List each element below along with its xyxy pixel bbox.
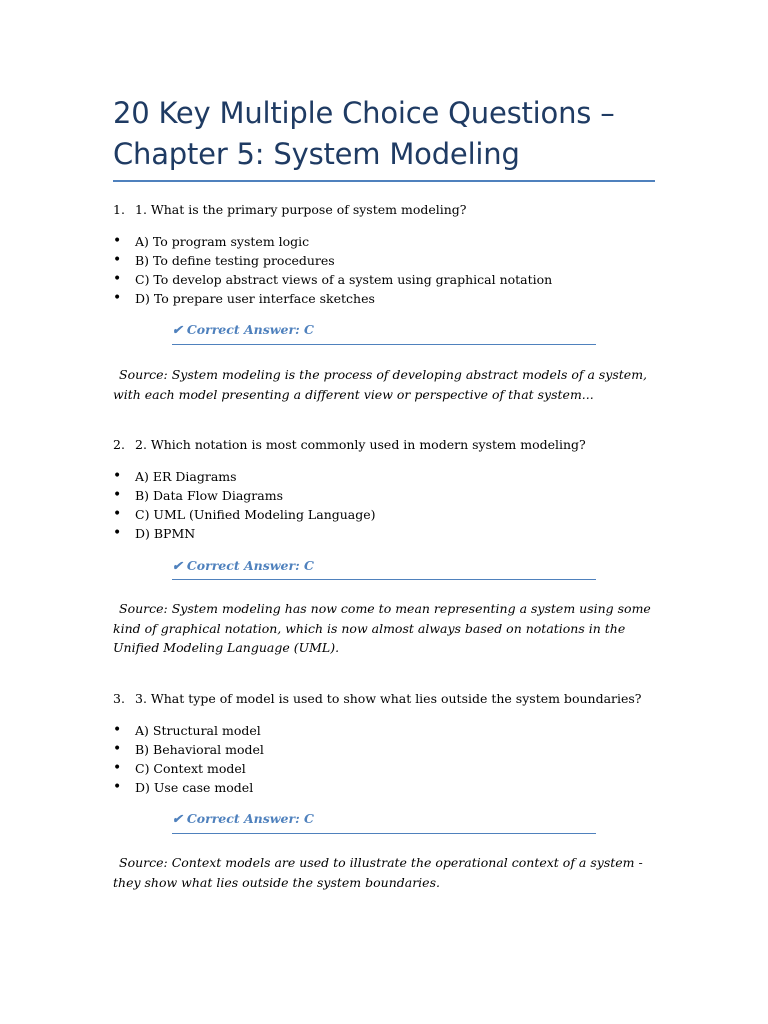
option-text: C) Context model	[135, 761, 246, 776]
bullet-icon: •	[113, 722, 122, 738]
bullet-icon: •	[113, 271, 122, 287]
option-text: D) BPMN	[135, 526, 196, 541]
option-text: D) Use case model	[135, 780, 254, 795]
answer-underline	[172, 579, 596, 580]
question-1	[113, 200, 673, 219]
option-item	[113, 740, 673, 759]
question-text: 3. What type of model is used to show what lies outside the system boundaries?	[135, 691, 642, 706]
bullet-icon: •	[113, 779, 122, 795]
option-text: A) ER Diagrams	[135, 469, 237, 484]
option-text: B) Behavioral model	[135, 742, 264, 757]
option-text: C) To develop abstract views of a system using graphical notation	[135, 272, 553, 287]
bullet-icon: •	[113, 760, 122, 776]
question-list-number: 2.	[113, 437, 125, 452]
correct-answer-2: ✔ Correct Answer: C	[172, 558, 315, 573]
source-note-2: Source: System modeling has now come to mean representing a system using some kind of graphical notation, which is now almost always based on notations in the Unified Modeling Language (UML).	[113, 601, 651, 655]
option-text: B) To define testing procedures	[135, 253, 335, 268]
option-item	[113, 232, 673, 251]
option-item	[113, 759, 673, 778]
bullet-icon: •	[113, 252, 122, 268]
bullet-icon: •	[113, 525, 122, 541]
source-note-3: Source: Context models are used to illustrate the operational context of a system - they show what lies outside the system boundaries.	[113, 855, 643, 890]
options-list-1	[113, 232, 673, 308]
answer-underline	[172, 344, 596, 345]
answer-underline	[172, 833, 596, 834]
option-item	[113, 467, 673, 486]
option-item	[113, 289, 673, 308]
option-text: C) UML (Unified Modeling Language)	[135, 507, 376, 522]
question-text: 2. Which notation is most commonly used in modern system modeling?	[135, 437, 586, 452]
title-underline	[113, 180, 655, 182]
bullet-icon: •	[113, 487, 122, 503]
option-item	[113, 270, 673, 289]
options-list-3	[113, 721, 673, 797]
bullet-icon: •	[113, 468, 122, 484]
options-list-2	[113, 467, 673, 543]
option-text: D) To prepare user interface sketches	[135, 291, 375, 306]
option-item	[113, 721, 673, 740]
bullet-icon: •	[113, 506, 122, 522]
option-text: A) To program system logic	[135, 234, 310, 249]
option-item	[113, 524, 673, 543]
bullet-icon: •	[113, 290, 122, 306]
bullet-icon: •	[113, 233, 122, 249]
option-item	[113, 251, 673, 270]
option-text: B) Data Flow Diagrams	[135, 488, 283, 503]
option-item	[113, 505, 673, 524]
question-2	[113, 435, 673, 454]
option-item	[113, 486, 673, 505]
bullet-icon: •	[113, 741, 122, 757]
correct-answer-3: ✔ Correct Answer: C	[172, 811, 315, 826]
source-note-1: Source: System modeling is the process of developing abstract models of a system, with each model presenting a different view or perspective of that system...	[113, 367, 648, 402]
question-list-number: 1.	[113, 202, 125, 217]
correct-answer-1: ✔ Correct Answer: C	[172, 322, 315, 337]
question-list-number: 3.	[113, 691, 125, 706]
document-title: 20 Key Multiple Choice Questions – Chapter 5: System Modeling	[113, 96, 615, 171]
option-item	[113, 778, 673, 797]
question-3	[113, 689, 673, 708]
option-text: A) Structural model	[135, 723, 261, 738]
question-text: 1. What is the primary purpose of system modeling?	[135, 202, 467, 217]
